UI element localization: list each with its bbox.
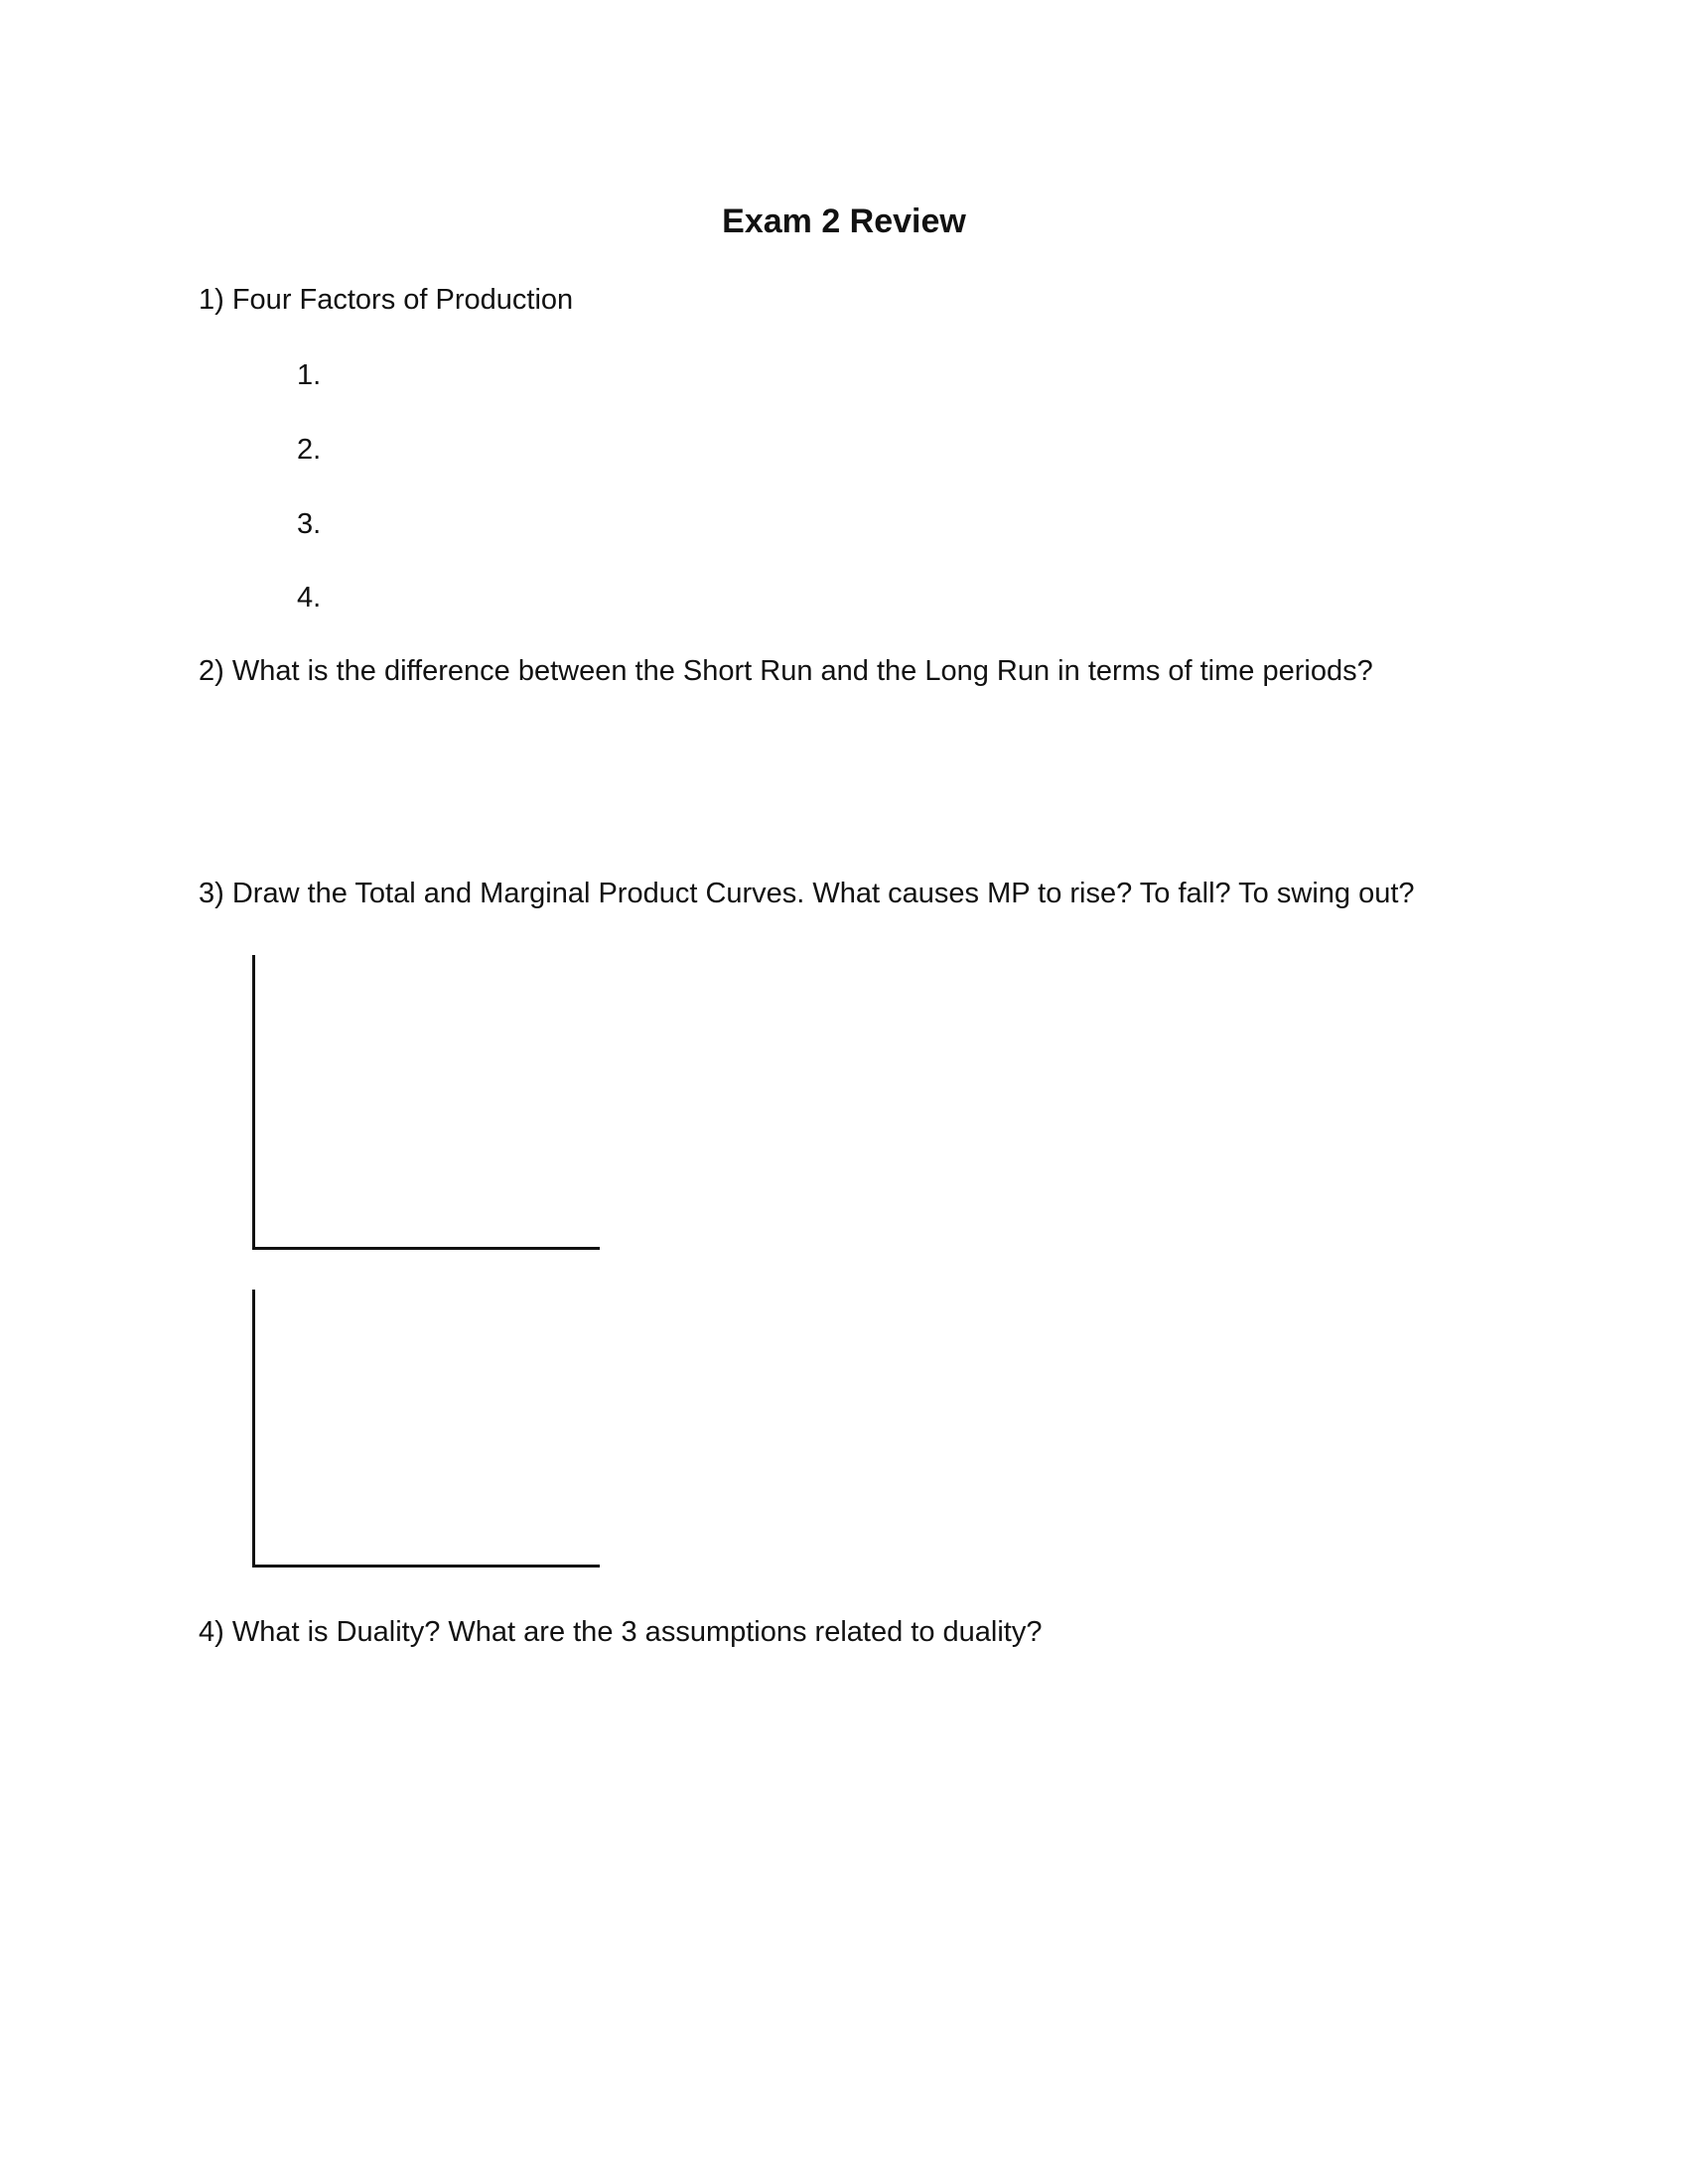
list-item-3: 3. — [297, 508, 322, 540]
list-item-2: 2. — [297, 434, 322, 466]
question-3: 3) Draw the Total and Marginal Product Curves. What causes MP to rise? To fall? To swing out? — [199, 878, 1415, 909]
marginal-product-axes — [252, 1290, 600, 1568]
question-4: 4) What is Duality? What are the 3 assumptions related to duality? — [199, 1616, 1043, 1648]
question-2: 2) What is the difference between the Short Run and the Long Run in terms of time periods? — [199, 655, 1373, 687]
list-item-4: 4. — [297, 582, 322, 614]
question-1: 1) Four Factors of Production — [199, 284, 574, 316]
total-product-axes — [252, 955, 600, 1250]
page-title: Exam 2 Review — [722, 203, 966, 240]
list-item-1: 1. — [297, 359, 322, 391]
